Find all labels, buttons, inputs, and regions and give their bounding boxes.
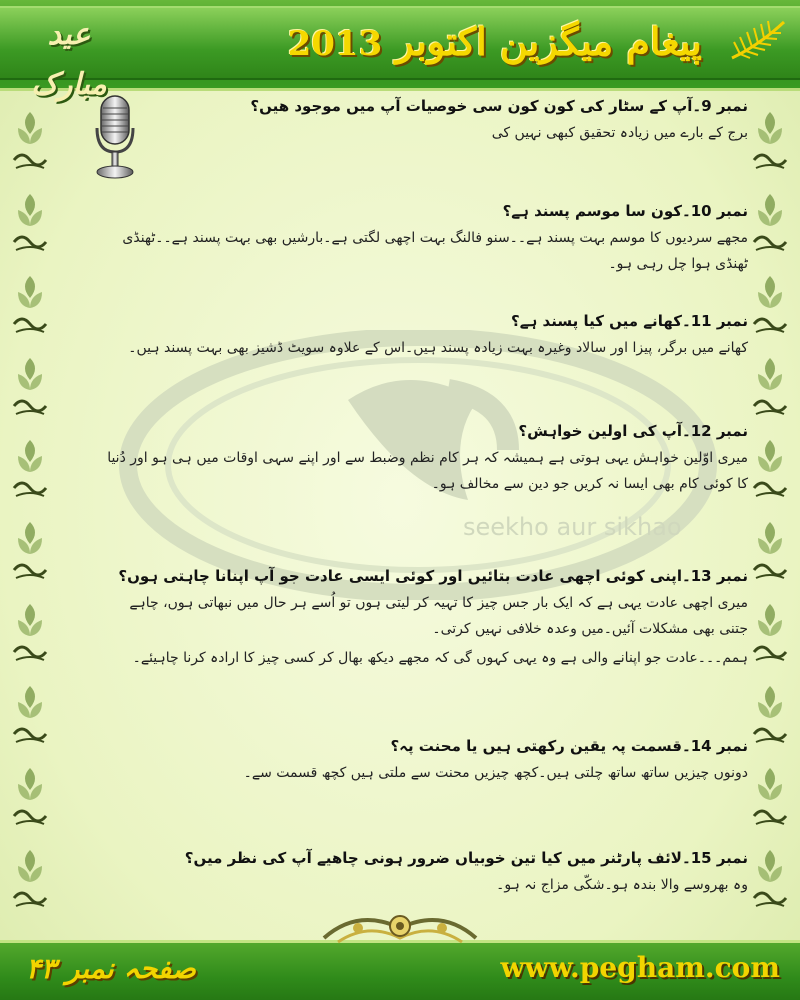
question-text: نمبر 12۔آپ کی اولین خواہش؟	[518, 422, 748, 440]
answer-text: میری اچھی عادت یہی ہے کہ ایک بار جس چیز کا تہیہ کر لیتی ہوں تو اُسے ہر حال میں نبھاتی ہوں، چاہے جتنی بھی مشکلات آئیں۔میں وعدہ خلافی نہیں کرتی۔	[129, 595, 748, 637]
calligraphy-ornament-icon	[750, 190, 790, 254]
answer-text: کھانے میں برگر، پیزا اور سالاد وغیرہ بہت زیادہ پسند ہیں۔اس کے علاوہ سویٹ ڈشیز بھی بہت پسند ہیں۔	[128, 340, 748, 356]
page-number	[26, 946, 196, 992]
calligraphy-ornament-icon	[750, 600, 790, 664]
question-text: نمبر 9۔آپ کے سٹار کی کون کون سی خوصیات آپ میں موجود ھیں؟	[250, 97, 748, 115]
answer-text: وہ بھروسے والا بندہ ہو۔شکّی مزاج نہ ہو۔	[496, 877, 748, 893]
question-text: نمبر 15۔لائف پارٹنر میں کیا تین خوبیاں ضرور ہونی چاھیے آپ کی نظر میں؟	[184, 849, 748, 867]
qa-item	[100, 310, 748, 361]
calligraphy-ornament-icon	[10, 764, 50, 828]
calligraphy-ornament-icon	[10, 600, 50, 664]
title-text: پیغام میگزین اکتوبر	[395, 19, 702, 64]
qa-item	[100, 735, 748, 786]
website-url: www.pegham.com	[500, 951, 780, 984]
right-ornament-column	[746, 108, 794, 928]
qa-item	[100, 847, 748, 898]
page-number-value: ۴۳	[26, 952, 57, 985]
calligraphy-ornament-icon	[750, 518, 790, 582]
answer-text: دونوں چیزیں ساتھ ساتھ چلتی ہیں۔کچھ چیزیں محنت سے ملتی ہیں کچھ قسمت سے۔	[243, 765, 748, 781]
answer-text: برج کے بارے میں زیادہ تحقیق کبھی نہیں کی	[491, 125, 748, 141]
title-year: 2013	[287, 24, 383, 64]
calligraphy-ornament-icon	[10, 436, 50, 500]
answer-text: مجھے سردیوں کا موسم بہت پسند ہے۔۔سنو فالنگ بہت اچھی لگتی ہے۔بارشیں بھی بہت پسند ہے۔۔ٹھنڈی ٹھنڈی ہوا چل رہی ہو۔	[122, 230, 748, 272]
answer-text: میری اوّلین خواہش یہی ہوتی ہے ہمیشہ کہ ہر کام نظم وضبط سے اور اپنے سہی اوقات میں ہی ہو اور دُنیا کا کوئی کام بھی ایسا نہ کریں جو دین سے مخالف ہو۔	[107, 450, 748, 492]
question-text: نمبر 14۔قسمت پہ یقین رکھتی ہیں یا محنت پہ؟	[390, 737, 748, 755]
answer-text: ہمم۔۔۔عادت جو اپنانے والی ہے وہ یہی کہوں گی کہ مجھے دیکھ بھال کر کسی چیز کا ارادہ کرنا چاہیئے۔	[132, 650, 748, 666]
calligraphy-ornament-icon	[750, 764, 790, 828]
qa-item	[100, 565, 748, 671]
question-text: نمبر 11۔کھانے میں کیا پسند ہے؟	[511, 312, 748, 330]
calligraphy-ornament-icon	[750, 108, 790, 172]
qa-item	[100, 200, 748, 277]
calligraphy-ornament-icon	[10, 190, 50, 254]
calligraphy-ornament-icon	[10, 108, 50, 172]
page-label: صفحہ نمبر	[65, 952, 196, 985]
calligraphy-ornament-icon	[750, 436, 790, 500]
left-ornament-column	[6, 108, 54, 928]
watermark-tagline: seekho aur sikhao	[463, 513, 682, 541]
calligraphy-ornament-icon	[10, 354, 50, 418]
question-text: نمبر 10۔کون سا موسم پسند ہے؟	[502, 202, 748, 220]
calligraphy-ornament-icon	[10, 272, 50, 336]
calligraphy-ornament-icon	[10, 682, 50, 746]
calligraphy-ornament-icon	[10, 518, 50, 582]
interview-content	[100, 95, 748, 935]
qa-item	[100, 95, 748, 146]
calligraphy-ornament-icon	[750, 354, 790, 418]
eid-greeting: عید مبارک	[31, 17, 107, 102]
calligraphy-ornament-icon	[10, 846, 50, 910]
calligraphy-ornament-icon	[750, 846, 790, 910]
magazine-title	[288, 12, 702, 72]
palm-leaf-icon	[728, 16, 788, 64]
calligraphy-ornament-icon	[750, 682, 790, 746]
calligraphy-ornament-icon	[750, 272, 790, 336]
footer-ornament-icon	[318, 898, 482, 950]
qa-item	[100, 420, 748, 497]
question-text: نمبر 13۔اپنی کوئی اچھی عادت بتائیں اور کوئی ایسی عادت جو آپ اپنانا چاہتی ہوں؟	[118, 567, 748, 585]
